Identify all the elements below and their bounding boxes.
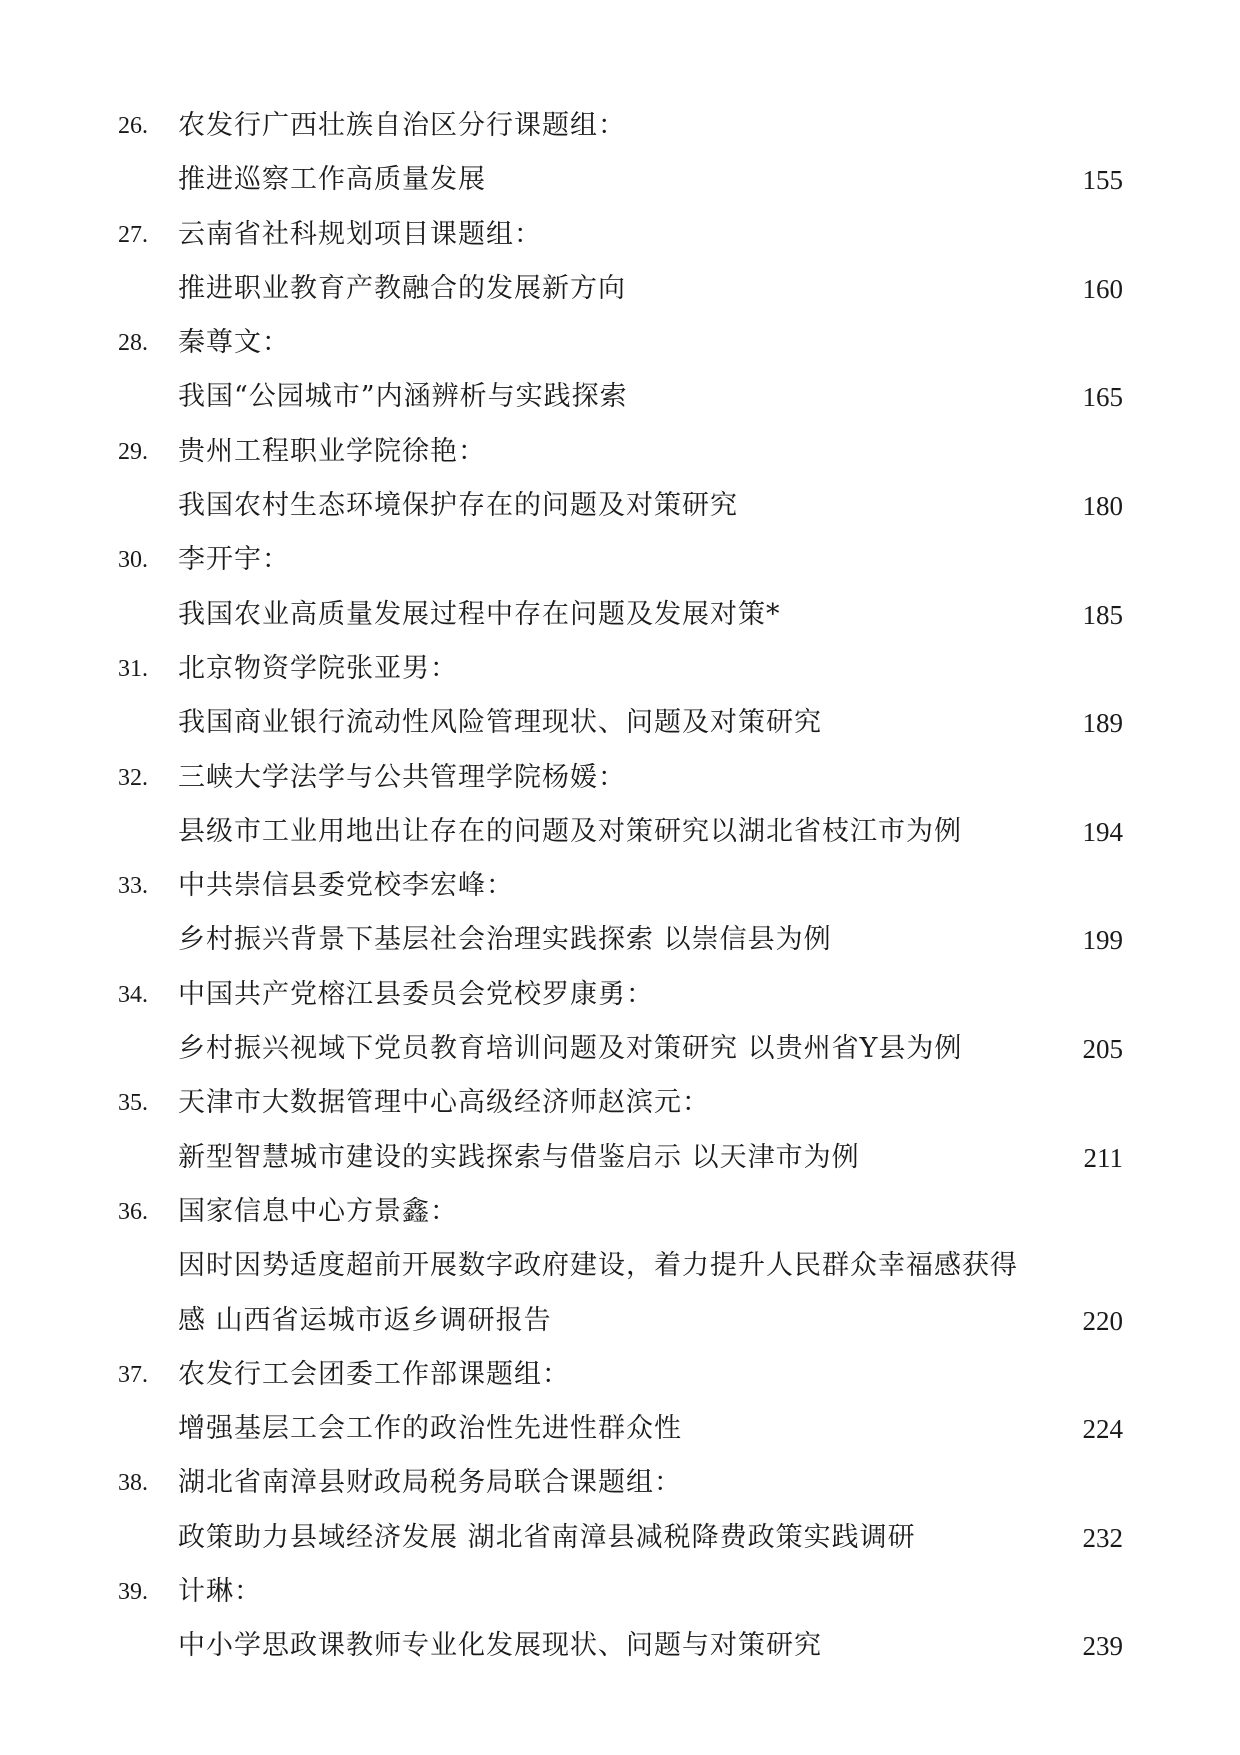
entry-page-number: 239 <box>1082 1631 1123 1662</box>
entry-page-number: 224 <box>1082 1414 1123 1445</box>
entry-author: 国家信息中心方景鑫： <box>178 1195 458 1227</box>
toc-entry <box>0 1565 1240 1674</box>
toc-entry-title-line[interactable] <box>0 1511 1240 1565</box>
entry-title: 推进职业教育产教融合的发展新方向 <box>178 272 626 304</box>
entry-author: 云南省社科规划项目课题组： <box>178 218 542 250</box>
toc-entry-header <box>0 1348 1240 1402</box>
entry-page-number: 185 <box>1082 599 1123 630</box>
entry-number: 38. <box>118 1470 148 1497</box>
toc-entry-header <box>0 1565 1240 1619</box>
toc-entry-header <box>0 642 1240 696</box>
toc-entry-title-line[interactable] <box>0 1402 1240 1456</box>
toc-entry-title-line[interactable] <box>0 1131 1240 1185</box>
entry-title: 乡村振兴背景下基层社会治理实践探索 以崇信县为例 <box>178 924 832 956</box>
entry-title: 新型智慧城市建设的实践探索与借鉴启示 以天津市为例 <box>178 1141 860 1173</box>
entry-page-number: 232 <box>1082 1522 1123 1553</box>
entry-title: 因时因势适度超前开展数字政府建设，着力提升人民群众幸福感获得 <box>178 1250 1018 1282</box>
entry-title: 推进巡察工作高质量发展 <box>178 164 486 196</box>
entry-number: 30. <box>118 547 148 574</box>
entry-author: 北京物资学院张亚男： <box>178 652 458 684</box>
toc-entry <box>0 425 1240 534</box>
toc-entry-header <box>0 1456 1240 1510</box>
entry-number: 37. <box>118 1361 148 1388</box>
table-of-contents <box>0 99 1240 1674</box>
entry-title: 增强基层工会工作的政治性先进性群众性 <box>178 1413 682 1445</box>
entry-page-number: 160 <box>1082 273 1123 304</box>
toc-entry <box>0 1456 1240 1565</box>
entry-page-number: 211 <box>1083 1142 1123 1173</box>
toc-entry <box>0 208 1240 317</box>
entry-number: 27. <box>118 221 148 248</box>
toc-entry <box>0 751 1240 860</box>
toc-entry <box>0 316 1240 425</box>
toc-entry <box>0 1348 1240 1457</box>
toc-entry-header <box>0 1185 1240 1239</box>
entry-author: 李开宇： <box>178 544 290 576</box>
entry-title: 县级市工业用地出让存在的问题及对策研究以湖北省枝江市为例 <box>178 815 962 847</box>
entry-title: 政策助力县域经济发展 湖北省南漳县减税降费政策实践调研 <box>178 1521 916 1553</box>
entry-page-number: 180 <box>1082 491 1123 522</box>
toc-entry-header <box>0 316 1240 370</box>
entry-number: 35. <box>118 1090 148 1117</box>
entry-title: 乡村振兴视域下党员教育培训问题及对策研究 以贵州省Y县为例 <box>178 1033 963 1065</box>
toc-entry-title-line[interactable] <box>0 588 1240 642</box>
entry-number: 33. <box>118 873 148 900</box>
entry-author: 秦尊文： <box>178 327 290 359</box>
entry-author: 贵州工程职业学院徐艳： <box>178 435 486 467</box>
toc-entry-header <box>0 425 1240 479</box>
entry-author: 农发行广西壮族自治区分行课题组： <box>178 110 626 141</box>
entry-number: 36. <box>118 1198 148 1225</box>
toc-entry-title-line[interactable] <box>0 153 1240 207</box>
entry-author: 三峡大学法学与公共管理学院杨媛： <box>178 761 626 793</box>
entry-title: 感 山西省运城市返乡调研报告 <box>178 1304 552 1336</box>
toc-entry-title-line[interactable] <box>0 1022 1240 1076</box>
entry-title: 中小学思政课教师专业化发展现状、问题与对策研究 <box>178 1630 822 1662</box>
entry-author: 中共崇信县委党校李宏峰： <box>178 870 514 902</box>
toc-entry-header <box>0 99 1240 153</box>
toc-entry-header <box>0 1076 1240 1130</box>
entry-author: 计琳： <box>178 1576 262 1608</box>
toc-entry-title-line[interactable] <box>0 479 1240 533</box>
entry-page-number: 194 <box>1082 816 1123 847</box>
entry-page-number: 165 <box>1082 382 1123 413</box>
toc-entry <box>0 99 1240 208</box>
toc-entry-title-line[interactable] <box>0 1619 1240 1673</box>
toc-entry-title-line[interactable] <box>0 696 1240 750</box>
entry-number: 32. <box>118 764 148 791</box>
toc-entry <box>0 968 1240 1077</box>
toc-entry-title-line[interactable] <box>0 1239 1240 1293</box>
toc-entry <box>0 859 1240 968</box>
toc-entry-title-line[interactable] <box>0 913 1240 967</box>
entry-page-number: 155 <box>1082 165 1123 196</box>
toc-entry-title-line[interactable] <box>0 805 1240 859</box>
toc-entry-title-line[interactable] <box>0 370 1240 424</box>
entry-title: 我国“公园城市”内涵辨析与实践探索 <box>178 381 628 413</box>
toc-entry-header <box>0 859 1240 913</box>
toc-entry <box>0 642 1240 751</box>
entry-author: 天津市大数据管理中心高级经济师赵滨元： <box>178 1087 710 1119</box>
toc-entry <box>0 1185 1240 1348</box>
toc-entry-header <box>0 968 1240 1022</box>
entry-title: 我国商业银行流动性风险管理现状、问题及对策研究 <box>178 707 822 739</box>
entry-page-number: 199 <box>1082 925 1123 956</box>
entry-title: 我国农村生态环境保护存在的问题及对策研究 <box>178 490 738 522</box>
entry-author: 湖北省南漳县财政局税务局联合课题组： <box>178 1467 682 1499</box>
entry-number: 39. <box>118 1579 148 1606</box>
entry-number: 29. <box>118 438 148 465</box>
toc-entry-header <box>0 751 1240 805</box>
entry-number: 28. <box>118 330 148 357</box>
entry-author: 中国共产党榕江县委员会党校罗康勇： <box>178 978 654 1010</box>
toc-entry-header <box>0 533 1240 587</box>
toc-entry-header <box>0 208 1240 262</box>
entry-author: 农发行工会团委工作部课题组： <box>178 1358 570 1390</box>
entry-page-number: 220 <box>1082 1305 1123 1336</box>
entry-page-number: 205 <box>1082 1034 1123 1065</box>
toc-entry <box>0 533 1240 642</box>
entry-page-number: 189 <box>1082 708 1123 739</box>
entry-number: 31. <box>118 655 148 682</box>
toc-entry-title-line[interactable] <box>0 262 1240 316</box>
entry-number: 34. <box>118 981 148 1008</box>
entry-title: 我国农业高质量发展过程中存在问题及发展对策* <box>178 598 781 630</box>
entry-number: 26. <box>118 113 148 139</box>
toc-entry <box>0 1076 1240 1185</box>
toc-entry-title-line[interactable] <box>0 1294 1240 1348</box>
